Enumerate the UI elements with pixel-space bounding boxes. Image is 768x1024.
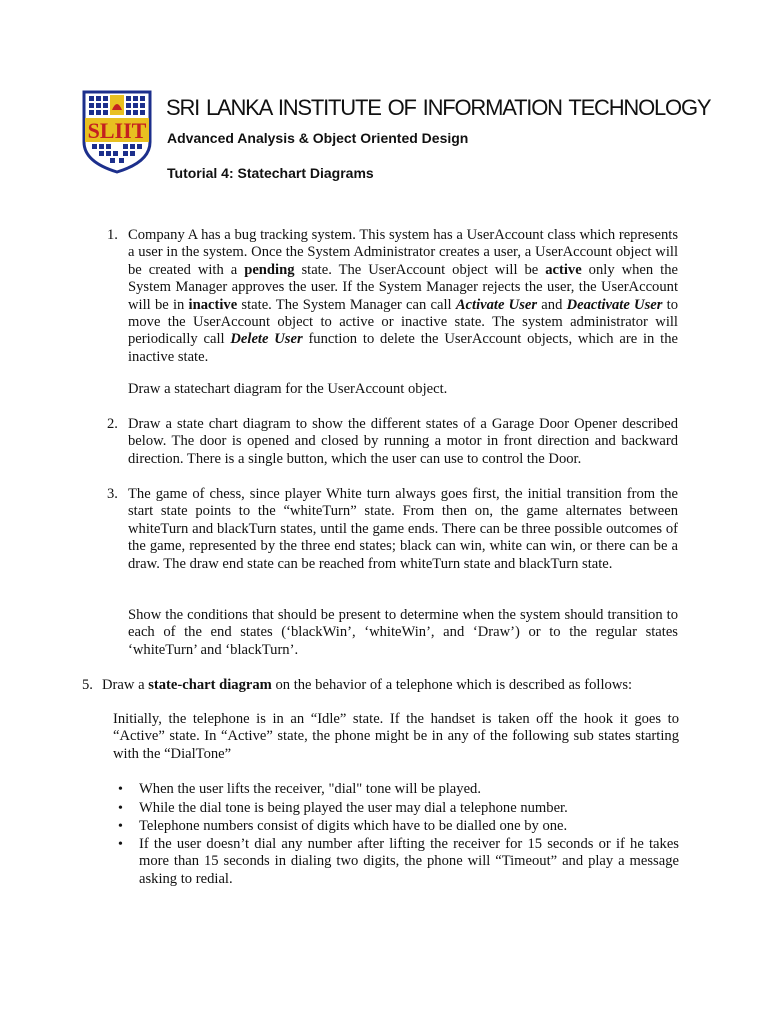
bullet-3-marker: • (118, 819, 123, 834)
bullet-4-text: If the user doesn’t dial any number after lifting the receiver for 15 seconds or if he takes more than 15 seconds in dialing two digits, the phone will “Timeout” and play a message asking to redial. (139, 836, 679, 887)
q2-text: Draw a state chart diagram to show the different states of a Garage Door Opener described below. The door is opened and closed by running a motor in front direction and backward direction. There is a single button, which the user can use to control the Door. (128, 416, 678, 467)
q3-text: The game of chess, since player White turn always goes first, the initial transition from the start state points to the “whiteTurn” state. From then on, the game alternates between whiteTurn and blackTurn states, until the game ends. There can be three possible outcomes of the game, represented by the three end states; black can win, white can win, or there can be a draw. The draw end state can be reached from whiteTurn state and blackTurn state. (128, 486, 678, 572)
logo-text: SLIIT (87, 118, 147, 143)
bullet-4-marker: • (118, 837, 123, 852)
q1-number: 1. (107, 227, 118, 243)
bullet-1-text: When the user lifts the receiver, "dial" tone will be played. (139, 781, 481, 797)
slit-logo-shield (82, 90, 152, 174)
bullet-2-marker: • (118, 801, 123, 816)
institute-name: SRI LANKA INSTITUTE OF INFORMATION TECHNOLOGY (166, 95, 711, 120)
q2-number: 2. (107, 416, 118, 432)
course-title: Advanced Analysis & Object Oriented Design (167, 130, 469, 146)
q5-number: 5. (82, 677, 93, 693)
bullet-1-marker: • (118, 782, 123, 797)
q1-instruction: Draw a statechart diagram for the UserAccount object. (128, 381, 448, 397)
q5-intro: Initially, the telephone is in an “Idle” state. If the handset is taken off the hook it goes to “Active” state. In “Active” state, the phone might be in any of the following sub states starting with the “DialTone” (113, 711, 679, 762)
bullet-3-text: Telephone numbers consist of digits which have to be dialled one by one. (139, 818, 568, 834)
q3-number: 3. (107, 486, 118, 502)
tutorial-title: Tutorial 4: Statechart Diagrams (167, 165, 374, 181)
q5-heading: Draw a state-chart diagram on the behavior of a telephone which is described as follows: (102, 677, 633, 693)
q3-conditions: Show the conditions that should be present to determine when the system should transition to each of the end states (‘blackWin’, ‘whiteWin’, and ‘Draw’) or to the regular states ‘whiteTurn’ and ‘blackTurn’. (128, 607, 678, 658)
q1-text: Company A has a bug tracking system. This system has a UserAccount class which represents a user in the system. Once the System Administrator creates a user, a UserAccount object will be created with a pending state. The UserAccount object will be active only when the System Manager approves the user. If the System Manager rejects the user, the UserAccount will be in inactive state. The System Manager can call Activate User and Deactivate User to move the UserAccount object to active or inactive state. The system administrator will periodically call Delete User function to delete the UserAccount objects, which are in the inactive state. (128, 227, 679, 365)
bullet-2-text: While the dial tone is being played the user may dial a telephone number. (139, 800, 568, 816)
